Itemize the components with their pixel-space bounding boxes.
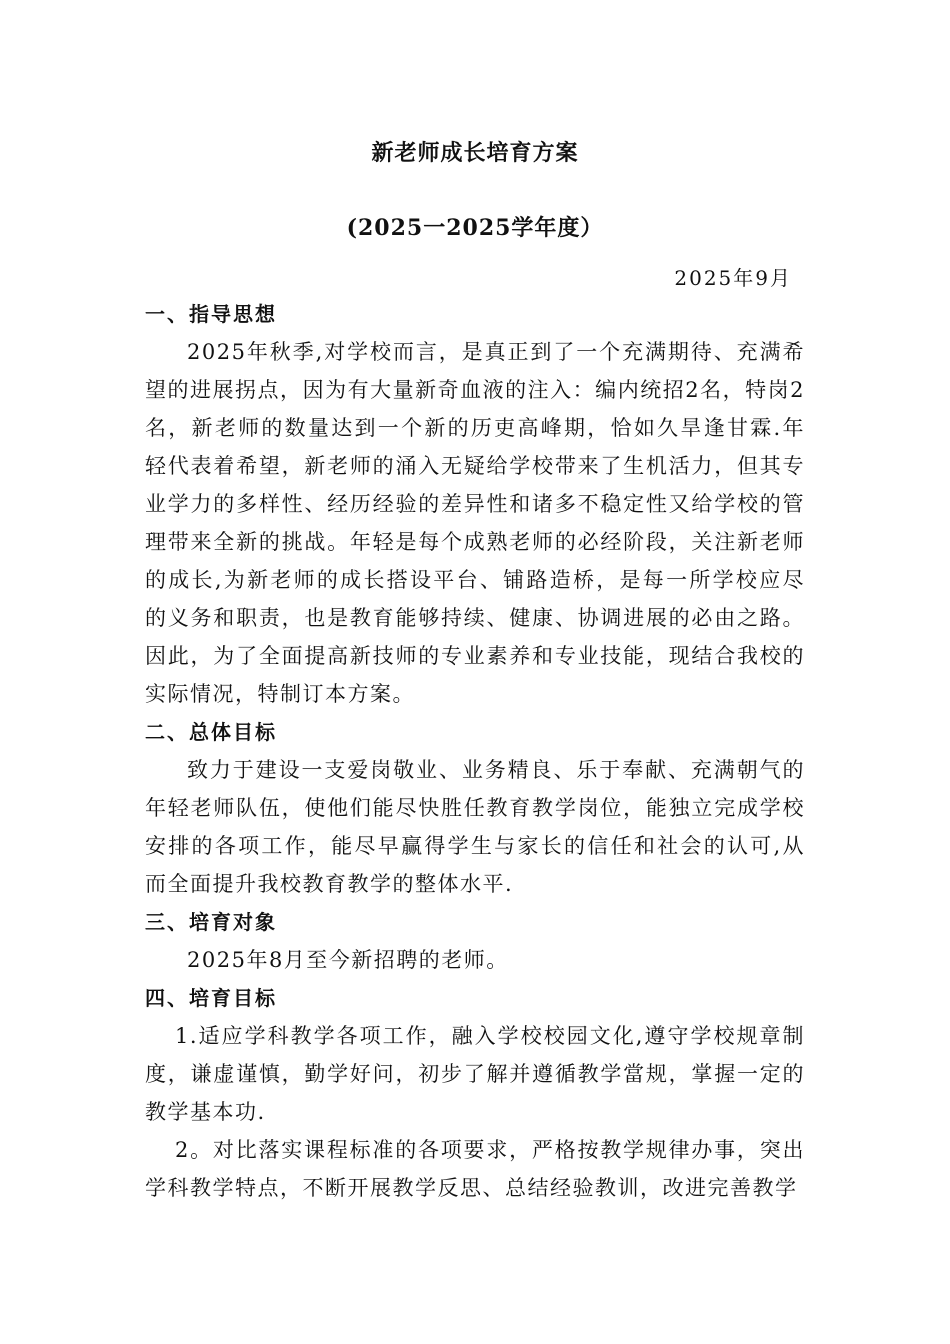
document-title: 新老师成长培育方案: [371, 140, 579, 166]
section-paragraph: 2025年秋季,对学校而言，是真正到了一个充满期待、充满希望的进展拐点，因为有大量新奇血液的注入：编内统招2名，特岗2名，新老师的数量达到一个新的历吏高峰期，恰如久旱逢甘霖.年轻代表着希望，新老师的涌入无疑给学校带来了生机活力，但其专业学力的多样性、经历经验的差异性和诸多不稳定性又给学校的管理带来全新的挑战。年轻是每个成熟老师的必经阶段，关注新老师的成长,为新老师的成长搭设平台、铺路造桥，是每一所学校应尽的义务和职责，也是教育能够持续、健康、协调进展的必由之路。因此，为了全面提高新技师的专业素养和专业技能，现结合我校的实际情况，特制订本方案。: [145, 340, 805, 706]
section-paragraph: 2025年8月至今新招聘的老师。: [187, 948, 509, 972]
section-heading-guiding-ideology: 一、指导思想: [145, 302, 277, 326]
section-heading-training-goals: 四、培育目标: [145, 986, 277, 1010]
list-item: 2。对比落实课程标准的各项要求，严格按教学规律办事，突出学科教学特点，不断开展教学反思、总结经验教训，改进完善教学: [145, 1138, 805, 1200]
document-subtitle: (2025一2025学年度）: [346, 215, 604, 241]
section-heading-target-group: 三、培育对象: [145, 910, 277, 934]
document-date: 2025年9月: [674, 266, 792, 290]
list-item: 1.适应学科教学各项工作，融入学校校园文化,遵守学校规章制度，谦虚谨慎，勤学好问，初步了解并遵循教学當规，掌握一定的教学基本功.: [145, 1024, 805, 1124]
section-paragraph: 致力于建设一支爱岗敬业、业务精良、乐于奉献、充满朝气的年轻老师队伍，使他们能尽快胜任教育教学岗位，能独立完成学校安排的各项工作，能尽早赢得学生与家长的信任和社会的认可,从而全面提升我校教育教学的整体水平.: [145, 758, 805, 896]
document-body: [145, 295, 805, 1207]
section-heading-overall-goal: 二、总体目标: [145, 720, 277, 744]
